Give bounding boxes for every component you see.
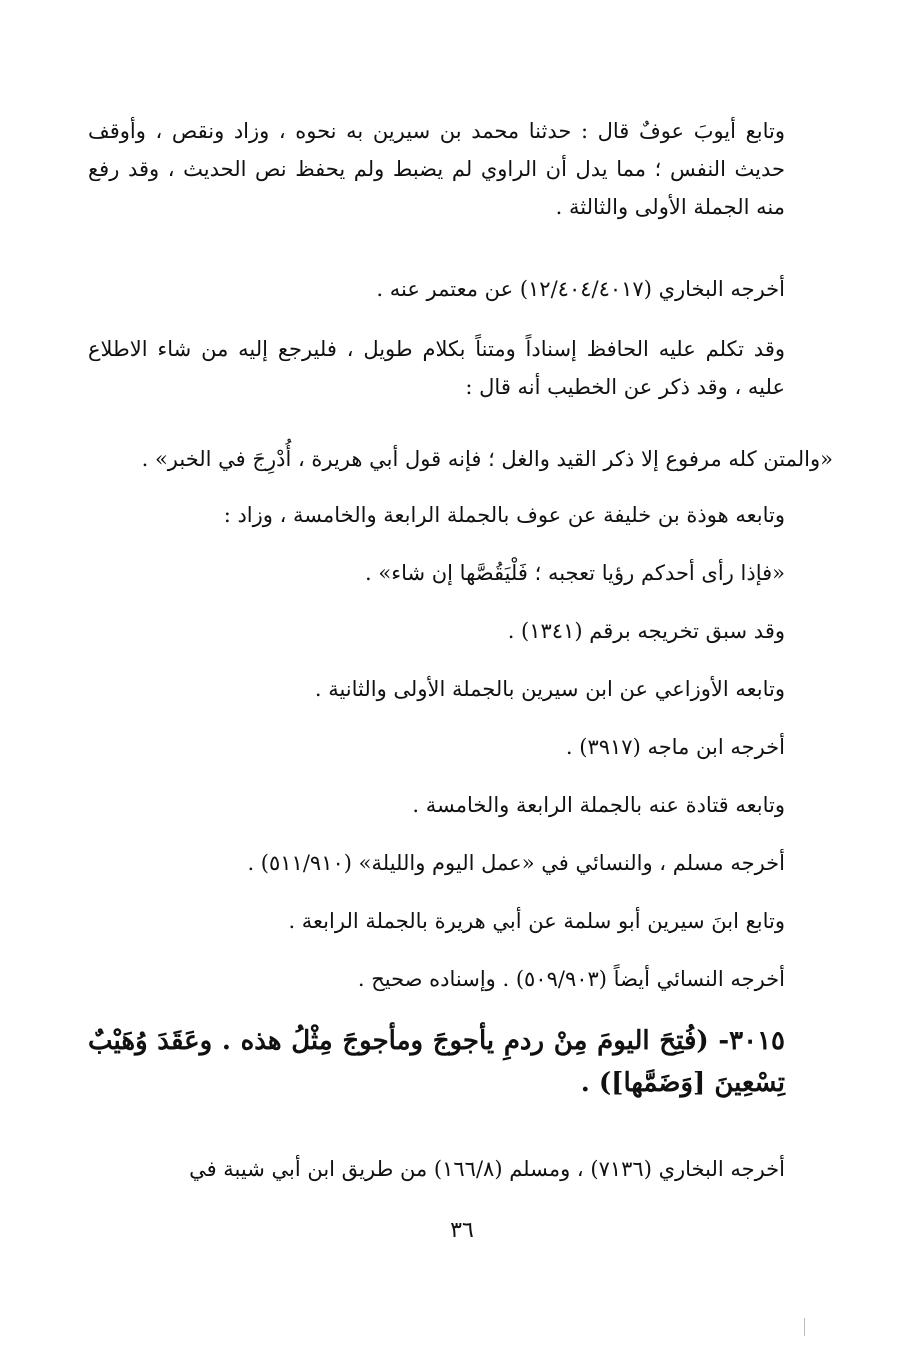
page-number: ٣٦ [450, 1218, 474, 1243]
paragraph-previous-takhrij [88, 612, 833, 650]
paragraph-bukhari-takhrij [88, 270, 833, 308]
paragraph-text: وتابعه قتادة عنه بالجملة الرابعة والخامسة . [412, 793, 785, 817]
paragraph-text: «والمتن كله مرفوع إلا ذكر القيد والغل ؛ فإنه قول أبي هريرة ، أُدْرِجَ في الخبر» . [141, 447, 833, 471]
quote-khatib [88, 440, 833, 478]
paragraph-text: أخرجه البخاري (١٢/٤٠٤/٤٠١٧) عن معتمر عنه . [376, 277, 785, 301]
paragraph-text: أخرجه النسائي أيضاً (٥٠٩/٩٠٣) . وإسناده صحيح . [357, 967, 785, 991]
paragraph-hafiz-comment [88, 330, 833, 406]
paragraph-auf-narration [88, 112, 833, 226]
paragraph-hawdha [88, 496, 833, 534]
paragraph-text: وتابع ابنَ سيرين أبو سلمة عن أبي هريرة بالجملة الرابعة . [288, 909, 785, 933]
paragraph-awzai [88, 670, 833, 708]
margin-mark [804, 1318, 805, 1336]
paragraph-text: أخرجه ابن ماجه (٣٩١٧) . [565, 735, 785, 759]
paragraph-text: أخرجه البخاري (٧١٣٦) ، ومسلم (١٦٦/٨) من طريق ابن أبي شيبة في [189, 1157, 785, 1181]
paragraph-text: وقد سبق تخريجه برقم (١٣٤١) . [507, 619, 785, 643]
paragraph-final-takhrij [88, 1150, 833, 1188]
paragraph-nasai-sahih [88, 960, 833, 998]
paragraph-qatada [88, 786, 833, 824]
paragraph-text: وتابع أيوبَ عوفٌ قال : حدثنا محمد بن سيرين به نحوه ، وزاد ونقص ، وأوقف حديث النفس ؛ مما يدل أن الراوي لم يضبط ولم يحفظ نص الحديث ، وقد رفع منه الجملة الأولى والثالثة . [88, 119, 785, 219]
paragraph-ibn-majah [88, 728, 833, 766]
hadith-text: ٣٠١٥- (فُتِحَ اليومَ مِنْ ردمِ يأجوجَ ومأجوجَ مِثْلُ هذه . وعَقَدَ وُهَيْبٌ تِسْعِينَ [وَضَمَّها]) . [88, 1026, 785, 1098]
paragraph-text: وتابعه الأوزاعي عن ابن سيرين بالجملة الأولى والثانية . [314, 677, 785, 701]
paragraph-text: أخرجه مسلم ، والنسائي في «عمل اليوم والليلة» (٥١١/٩١٠) . [247, 851, 785, 875]
hadith-3015 [88, 1020, 833, 1104]
paragraph-muslim-nasai [88, 844, 833, 882]
paragraph-text: «فإذا رأى أحدكم رؤيا تعجبه ؛ فَلْيَقُصَّها إن شاء» . [365, 561, 785, 585]
paragraph-abu-salama [88, 902, 833, 940]
paragraph-text: وتابعه هوذة بن خليفة عن عوف بالجملة الرابعة والخامسة ، وزاد : [223, 503, 785, 527]
quote-ruya [88, 554, 833, 592]
paragraph-text: وقد تكلم عليه الحافظ إسناداً ومتناً بكلام طويل ، فليرجع إليه من شاء الاطلاع عليه ، وقد ذكر عن الخطيب أنه قال : [88, 337, 785, 399]
